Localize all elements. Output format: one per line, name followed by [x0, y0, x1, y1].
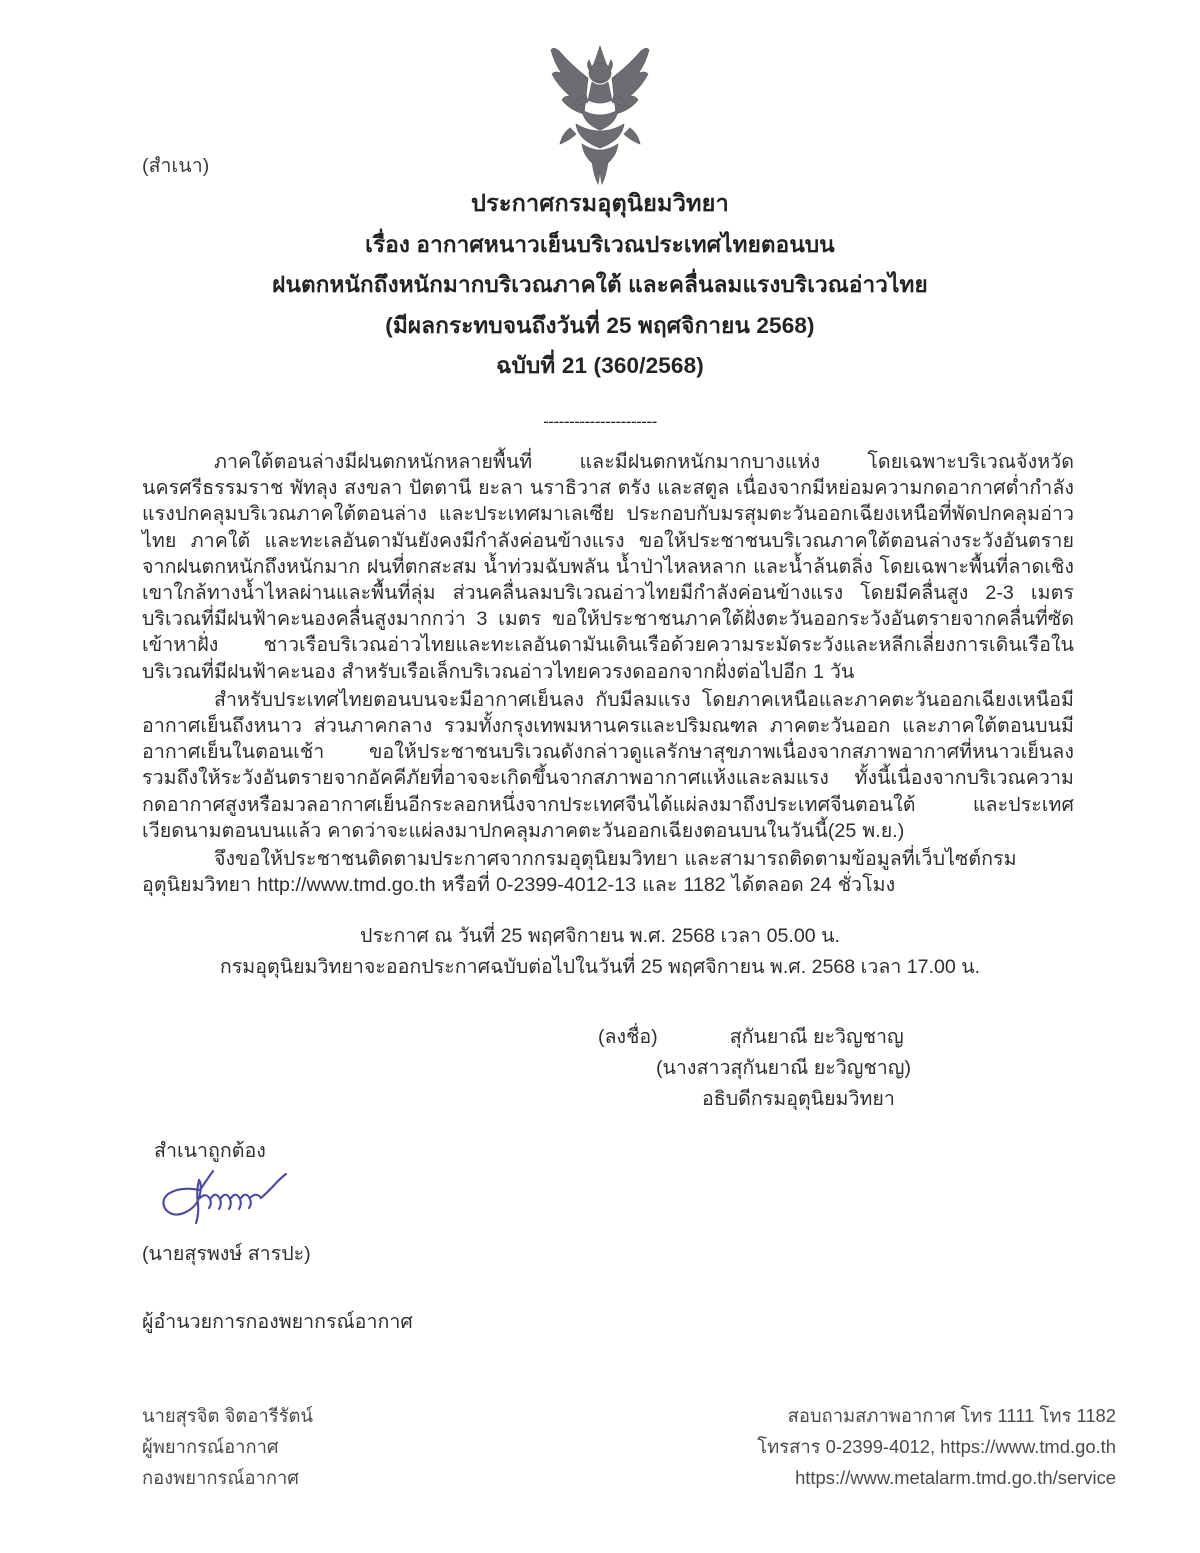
signed-row: [598, 1022, 1018, 1053]
certifier-role: ผู้อำนวยการกองพยากรณ์อากาศ: [142, 1311, 413, 1333]
handwritten-signature: [156, 1168, 316, 1230]
title-issue-number: ฉบับที่ 21 (360/2568): [496, 353, 704, 378]
signer-name: สุกันยาณี ยะวิญชาญ: [729, 1026, 904, 1048]
forecaster-title: ผู้พยากรณ์อากาศ: [142, 1436, 279, 1457]
metalarm-service-url[interactable]: https://www.metalarm.tmd.go.th/service: [795, 1467, 1116, 1488]
page-title: ประกาศกรมอุตุนิยมวิทยา: [471, 190, 729, 216]
next-announcement-line: กรมอุตุนิยมวิทยาจะออกประกาศฉบับต่อไปในวันที่ 25 พฤศจิกายน พ.ศ. 2568 เวลา 17.00 น.: [219, 956, 981, 978]
certified-copy-block: [142, 1134, 562, 1337]
title-subject-line-1: เรื่อง อากาศหนาวเย็นบริเวณประเทศไทยตอนบน: [365, 231, 835, 257]
garuda-emblem: [536, 36, 664, 188]
forecaster-division: กองพยากรณ์อากาศ: [142, 1467, 299, 1488]
title-block: [0, 192, 1200, 378]
divider: ----------------------: [543, 412, 657, 431]
footer-left: [142, 1400, 622, 1493]
copy-mark: (สำเนา): [142, 155, 210, 177]
body-area: [142, 449, 1074, 900]
title-effective-date: (มีผลกระทบจนถึงวันที่ 25 พฤศจิกายน 2568): [385, 312, 815, 338]
forecaster-name: นายสุรจิต จิตอารีรัตน์: [142, 1405, 313, 1426]
paragraph-contact-info: จึงขอให้ประชาชนติดตามประกาศจากกรมอุตุนิยมวิทยา และสามารถติดตามข้อมูลที่เว็บไซต์กรมอุตุนิยมวิทยา http://www.tmd.go.th หรือที่ 0-2399-4012-13 และ 1182 ได้ตลอด 24 ชั่วโมง: [142, 848, 1017, 897]
weather-hotline: สอบถามสภาพอากาศ โทร 1111 โทร 1182: [787, 1405, 1116, 1426]
signed-label: (ลงชื่อ): [598, 1026, 658, 1048]
paragraph-upper-thailand-cold: สำหรับประเทศไทยตอนบนจะมีอากาศเย็นลง กับมีลมแรง โดยภาคเหนือและภาคตะวันออกเฉียงเหนือมีอากาศเย็นถึงหนาว ส่วนภาคกลาง รวมทั้งกรุงเทพมหานครและปริมณฑล ภาคตะวันออก และภาคใต้ตอนบนมีอากาศเย็นในตอนเช้า ขอให้ประชาชนบริเวณดังกล่าวดูแลรักษาสุขภาพเนื่องจากสภาพอากาศที่หนาวเย็นลง รวมถึงให้ระวังอันตรายจากอัคคีภัยที่อาจจะเกิดขึ้นจากสภาพอากาศแห้งและลมแรง ทั้งนี้เนื่องจากบริเวณความกดอากาศสูงหรือมวลอากาศเย็นอีกระลอกหนึ่งจากประเทศจีนได้แผ่ลงมาถึงประเทศจีนตอนใต้ และประเทศเวียดนามตอนบนแล้ว คาดว่าจะแผ่ลงมาปกคลุมภาคตะวันออกเฉียงตอนบนในวันนี้(25 พ.ย.): [142, 688, 1074, 842]
signature-block: [598, 1022, 1018, 1115]
certified-copy-label: สำเนาถูกต้อง: [154, 1140, 266, 1162]
certifier-name: (นายสุรพงษ์ สารปะ): [142, 1243, 311, 1265]
footer-right: [636, 1400, 1116, 1493]
signer-position: อธิบดีกรมอุตุนิยมวิทยา: [702, 1088, 895, 1110]
title-subject-line-2: ฝนตกหนักถึงหนักมากบริเวณภาคใต้ และคลื่นลมแรงบริเวณอ่าวไทย: [272, 272, 928, 297]
signer-name-paren: (นางสาวสุกันยาณี ยะวิญชาญ): [656, 1057, 911, 1079]
fax-and-website[interactable]: โทรสาร 0-2399-4012, https://www.tmd.go.th: [757, 1436, 1116, 1457]
issue-date-block: [0, 921, 1200, 983]
paragraph-south-rain: ภาคใต้ตอนล่างมีฝนตกหนักหลายพื้นที่ และมีฝนตกหนักมากบางแห่ง โดยเฉพาะบริเวณจังหวัดนครศรีธรรมราช พัทลุง สงขลา ปัตตานี ยะลา นราธิวาส ตรัง และสตูล เนื่องจากมีหย่อมความกดอากาศต่ำกำลังแรงปกคลุมบริเวณภาคใต้ตอนล่าง และประเทศมาเลเซีย ประกอบกับมรสุมตะวันออกเฉียงเหนือที่พัดปกคลุมอ่าวไทย ภาคใต้ และทะเลอันดามันยังคงมีกำลังค่อนข้างแรง ขอให้ประชาชนบริเวณภาคใต้ตอนล่างระวังอันตรายจากฝนตกหนักถึงหนักมาก ฝนที่ตกสะสม น้ำท่วมฉับพลัน น้ำป่าไหลหลาก และน้ำล้นตลิ่ง โดยเฉพาะพื้นที่ลาดเชิงเขาใกล้ทางน้ำไหลผ่านและพื้นที่ลุ่ม ส่วนคลื่นลมบริเวณอ่าวไทยมีกำลังค่อนข้างแรง โดยมีคลื่นสูง 2-3 เมตร บริเวณที่มีฝนฟ้าคะนองคลื่นสูงมากกว่า 3 เมตร ขอให้ประชาชนภาคใต้ฝั่งตะวันออกระวังอันตรายจากคลื่นที่ซัดเข้าหาฝั่ง ชาวเรือบริเวณอ่าวไทยและทะเลอันดามันเดินเรือด้วยความระมัดระวังและหลีกเลี่ยงการเดินเรือในบริเวณที่มีฝนฟ้าคะนอง สำหรับเรือเล็กบริเวณอ่าวไทยควรงดออกจากฝั่งต่อไปอีก 1 วัน: [142, 451, 1074, 683]
issued-at-line: ประกาศ ณ วันที่ 25 พฤศจิกายน พ.ศ. 2568 เวลา 05.00 น.: [360, 925, 840, 947]
